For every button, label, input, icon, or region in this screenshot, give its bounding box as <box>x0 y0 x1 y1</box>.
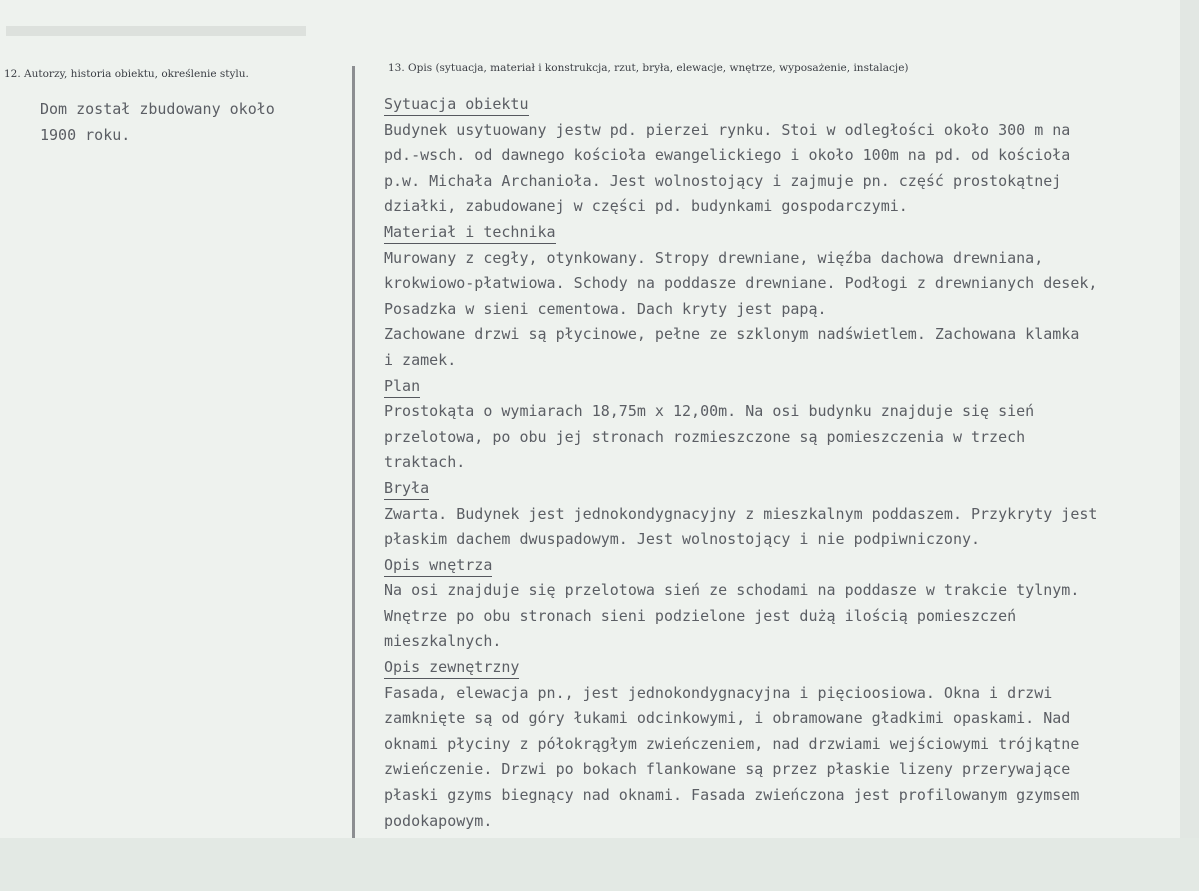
section-heading: Bryła <box>384 477 429 500</box>
description-line-text: Prostokąta o wymiarach 18,75m x 12,00m. Na osi budynku znajduje się sień <box>384 402 1035 421</box>
description-line-text: oknami płyciny z półokrągłym zwieńczeniem, nad drzwiami wejściowymi trójkątne <box>384 734 1080 753</box>
description-line-text: mieszkalnych. <box>384 632 502 651</box>
description-line <box>384 322 1174 348</box>
section-13-header: 13. Opis (sytuacja, materiał i konstrukcja, rzut, bryła, elewacje, wnętrze, wyposażenie, instalacje) <box>388 62 909 74</box>
history-text <box>40 96 340 147</box>
description-line <box>384 450 1174 476</box>
description-line <box>384 578 1174 604</box>
description-line-text: Fasada, elewacja pn., jest jednokondygnacyjna i pięcioosiowa. Okna i drzwi <box>384 683 1053 702</box>
section-heading-line <box>384 476 1174 502</box>
description-line <box>384 757 1174 783</box>
section-heading: Sytuacja obiektu <box>384 93 529 116</box>
section-heading-line <box>384 374 1174 400</box>
description-line <box>384 297 1174 323</box>
section-heading-line <box>384 220 1174 246</box>
description-line-text: pd.-wsch. od dawnego kościoła ewangelickiego i około 100m na pd. od kościoła <box>384 146 1071 165</box>
description-line <box>384 809 1174 835</box>
history-line: 1900 roku. <box>40 125 131 144</box>
page-edge <box>1180 0 1199 891</box>
description-line <box>384 604 1174 630</box>
description-line <box>384 629 1174 655</box>
description-line-text: płaskim dachem dwuspadowym. Jest wolnostojący i nie podpiwniczony. <box>384 530 981 549</box>
section-heading: Plan <box>384 375 420 398</box>
section-heading-line <box>384 655 1174 681</box>
section-12-header: 12. Autorzy, historia obiektu, określenie stylu. <box>4 68 249 80</box>
description-line-text: podokapowym. <box>384 811 493 830</box>
description-line <box>384 143 1174 169</box>
description-line-text: przelotowa, po obu jej stronach rozmieszczone są pomieszczenia w trzech <box>384 427 1026 446</box>
section-heading-line <box>384 92 1174 118</box>
description-line-text: działki, zabudowanej w części pd. budynkami gospodarczymi. <box>384 197 908 216</box>
description-line <box>384 271 1174 297</box>
description-line-text: Wnętrze po obu stronach sieni podzielone jest dużą ilością pomieszczeń <box>384 606 1017 625</box>
description-line <box>384 399 1174 425</box>
description-line <box>384 169 1174 195</box>
faded-typing-trace <box>6 26 306 36</box>
description-line-text: Posadzka w sieni cementowa. Dach kryty jest papą. <box>384 299 827 318</box>
description-line-text: Na osi znajduje się przelotowa sień ze schodami na poddasze w trakcie tylnym. <box>384 581 1080 600</box>
description-line <box>384 502 1174 528</box>
description-line <box>384 425 1174 451</box>
description-line-text: Budynek usytuowany jestw pd. pierzei rynku. Stoi w odległości około 300 m na <box>384 120 1071 139</box>
section-heading: Opis zewnętrzny <box>384 656 519 679</box>
description-line <box>384 118 1174 144</box>
description-line <box>384 783 1174 809</box>
description-line <box>384 706 1174 732</box>
description-line-text: traktach. <box>384 453 466 472</box>
description-line-text: płaski gzyms biegnący nad oknami. Fasada zwieńczona jest profilowanym gzymsem <box>384 786 1080 805</box>
column-divider <box>352 66 355 838</box>
description-line-text: Murowany z cegły, otynkowany. Stropy drewniane, więźba dachowa drewniana, <box>384 248 1044 267</box>
description-line <box>384 681 1174 707</box>
description-line <box>384 194 1174 220</box>
description-line-text: zamknięte są od góry łukami odcinkowymi, i obramowane gładkimi opaskami. Nad <box>384 709 1071 728</box>
section-heading-line <box>384 553 1174 579</box>
section-heading: Materiał i technika <box>384 221 556 244</box>
section-heading: Opis wnętrza <box>384 554 492 577</box>
description-line-text: i zamek. <box>384 350 457 369</box>
description-line-text: Zwarta. Budynek jest jednokondygnacyjny z mieszkalnym poddaszem. Przykryty jest <box>384 504 1098 523</box>
description-text <box>384 92 1174 860</box>
description-line <box>384 348 1174 374</box>
description-line-text: Zachowane drzwi są płycinowe, pełne ze szklonym nadświetlem. Zachowana klamka <box>384 325 1080 344</box>
description-line-text: krokwiowo-płatwiowa. Schody na poddasze drewniane. Podłogi z drewnianych desek, <box>384 274 1098 293</box>
page-bottom-margin <box>0 838 1199 891</box>
description-line-text: p.w. Michała Archanioła. Jest wolnostojący i zajmuje pn. część prostokątnej <box>384 171 1062 190</box>
description-line <box>384 527 1174 553</box>
description-line <box>384 246 1174 272</box>
description-line-text: zwieńczenie. Drzwi po bokach flankowane są przez płaskie lizeny przerywające <box>384 760 1071 779</box>
history-line: Dom został zbudowany około <box>40 100 275 118</box>
description-line <box>384 732 1174 758</box>
